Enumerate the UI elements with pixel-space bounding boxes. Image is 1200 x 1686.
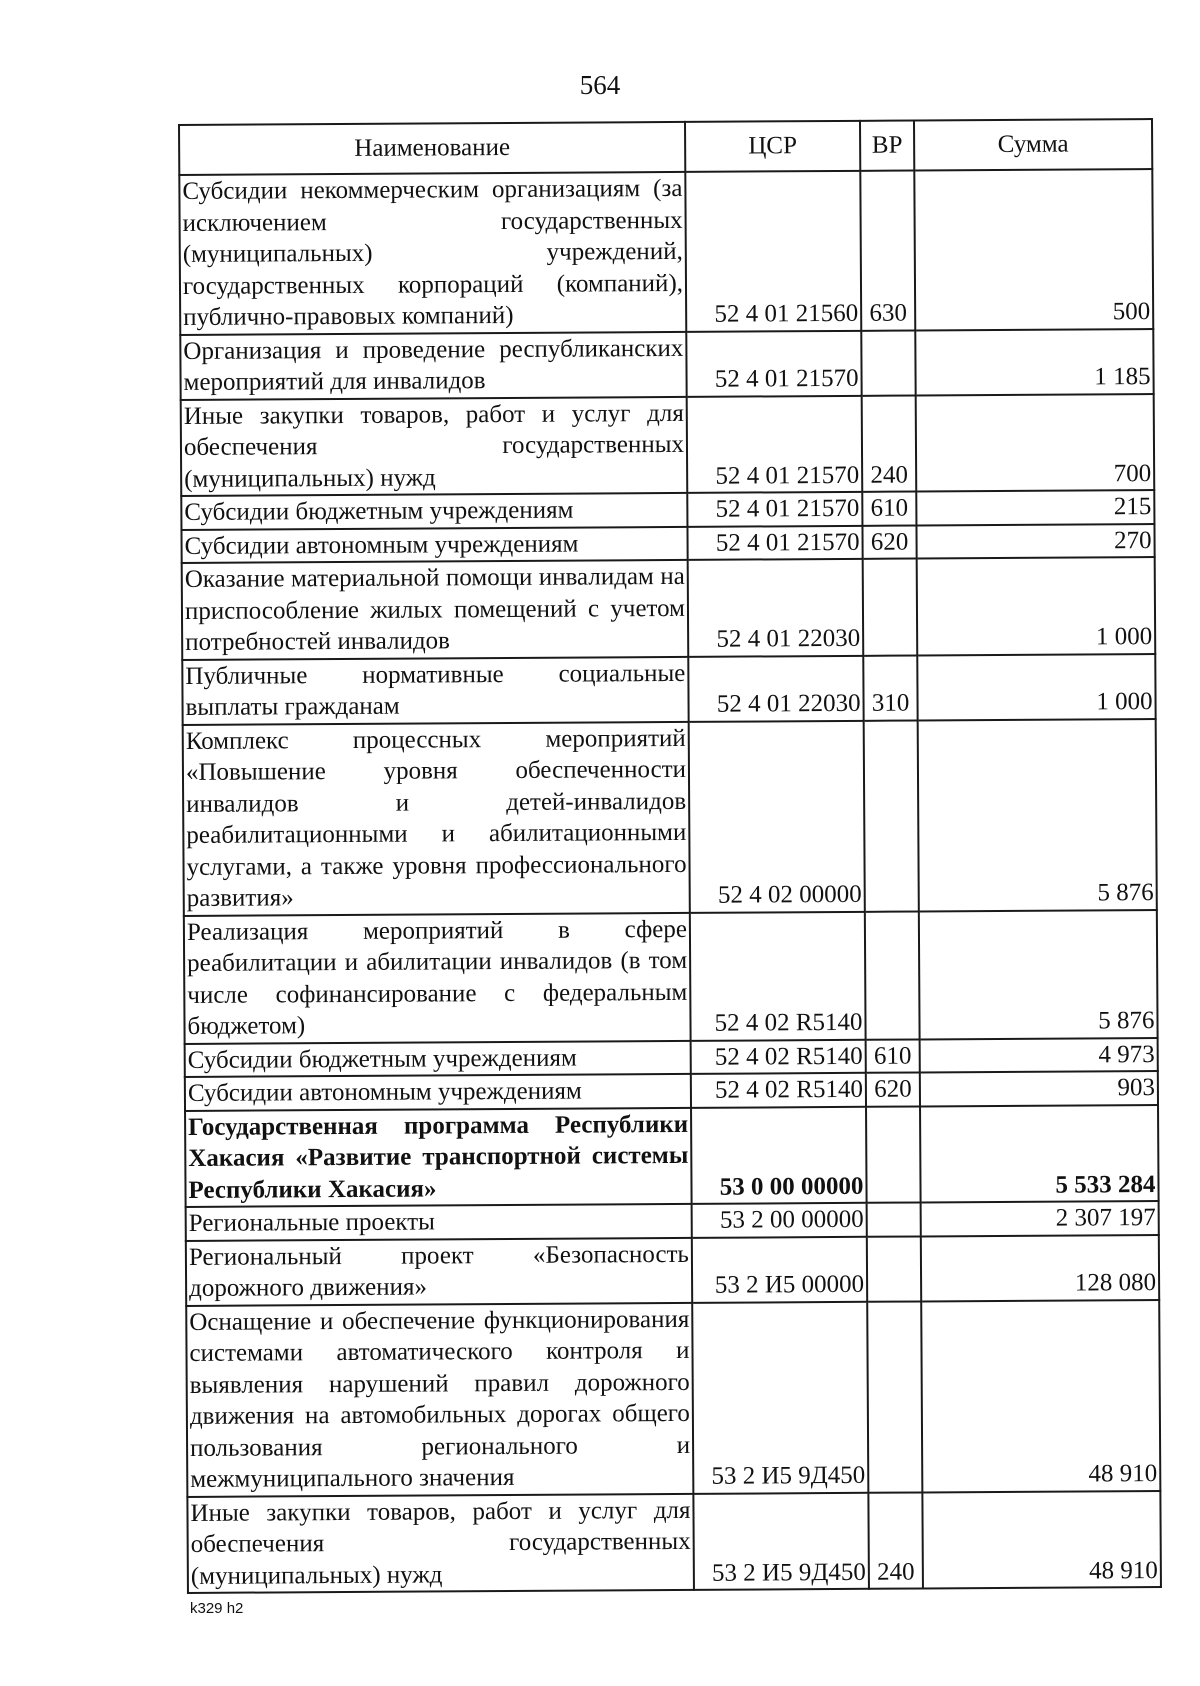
row-csr-cell: 52 4 01 22030: [688, 559, 864, 657]
header-csr: ЦСР: [685, 121, 860, 172]
row-vr-cell: [864, 720, 919, 911]
row-vr-cell: [867, 1301, 922, 1492]
table-row: [185, 1105, 1159, 1207]
row-vr-cell: 610: [862, 491, 916, 525]
row-sum-cell: 1 185: [915, 329, 1153, 395]
row-sum-cell: 500: [914, 169, 1153, 330]
row-sum-cell: 48 910: [922, 1491, 1161, 1589]
row-csr-cell: 52 4 02 R5140: [690, 911, 866, 1040]
budget-table: [178, 118, 1162, 1594]
row-csr-cell: 53 2 00 00000: [692, 1203, 867, 1238]
row-csr-cell: 53 0 00 00000: [691, 1106, 867, 1204]
row-vr-cell: [863, 558, 918, 655]
row-csr-cell: 52 4 02 R5140: [691, 1073, 866, 1108]
footer-code: k329 h2: [190, 1600, 244, 1617]
row-sum-cell: 700: [916, 394, 1155, 492]
row-sum-cell: 4 973: [920, 1038, 1158, 1073]
table-row: [187, 1491, 1161, 1593]
row-csr-cell: 52 4 01 21560: [685, 171, 861, 332]
header-sum: Сумма: [914, 119, 1152, 170]
row-name-cell: Организация и проведение республиканских мероприятий для инвалидов: [180, 331, 686, 399]
row-vr-cell: 620: [866, 1072, 920, 1106]
table-body: [179, 169, 1161, 1593]
row-vr-cell: [865, 911, 920, 1039]
row-csr-cell: 52 4 01 21570: [686, 330, 861, 396]
table-row: [180, 329, 1153, 400]
row-sum-cell: 903: [920, 1071, 1158, 1106]
row-sum-cell: 5 876: [919, 910, 1158, 1039]
page-number: 564: [579, 70, 621, 100]
table-row: [182, 557, 1156, 659]
header-name: Наименование: [179, 122, 685, 175]
row-name-cell: Иные закупки товаров, работ и услуг для обеспечения государственных (муниципальных) нужд: [187, 1493, 694, 1593]
row-name-cell: Оснащение и обеспечение функционирования системами автоматического контроля и выявления нарушений правил дорожного движения на автомобильных дорогах общего пользования регионального и межмуниципального значения: [186, 1302, 693, 1496]
row-name-cell: Оказание материальной помощи инвалидам на приспособление жилых помещений с учетом потребностей инвалидов: [182, 560, 689, 660]
row-name-cell: Региональный проект «Безопасность дорожного движения»: [186, 1237, 692, 1305]
row-sum-cell: 1 000: [917, 557, 1156, 655]
row-sum-cell: 128 080: [921, 1235, 1159, 1301]
row-vr-cell: 240: [868, 1492, 923, 1589]
row-vr-cell: [861, 330, 915, 395]
row-vr-cell: 620: [862, 525, 916, 559]
row-vr-cell: 240: [862, 395, 917, 492]
row-csr-cell: 52 4 02 00000: [689, 720, 865, 912]
row-sum-cell: 2 307 197: [921, 1201, 1159, 1236]
row-name-cell: Государственная программа Республики Хакасия «Развитие транспортной системы Республики Хакасия»: [185, 1107, 692, 1207]
table-header-row: [179, 119, 1152, 175]
row-csr-cell: 52 4 01 21570: [687, 395, 863, 493]
row-sum-cell: 215: [916, 490, 1154, 525]
table-row: [183, 719, 1157, 916]
row-vr-cell: 610: [866, 1039, 920, 1073]
row-name-cell: Субсидии бюджетным учреждениям: [181, 493, 687, 530]
row-sum-cell: 5 533 284: [920, 1105, 1159, 1203]
header-vr: ВР: [860, 121, 914, 171]
row-vr-cell: 310: [863, 655, 917, 720]
row-csr-cell: 52 4 01 22030: [688, 655, 863, 721]
table-row: [186, 1235, 1159, 1306]
table-row: [184, 910, 1158, 1044]
row-vr-cell: 630: [860, 171, 915, 331]
row-csr-cell: 53 2 И5 00000: [692, 1236, 867, 1302]
row-vr-cell: [866, 1106, 921, 1203]
row-name-cell: Региональные проекты: [186, 1204, 692, 1241]
row-name-cell: Субсидии бюджетным учреждениям: [185, 1040, 691, 1077]
row-name-cell: Комплекс процессных мероприятий «Повышение уровня обеспеченности инвалидов и детей-инвалидов реабилитационными и абилитационными услугами, а также уровня профессионального развития»: [183, 721, 690, 915]
row-csr-cell: 53 2 И5 9Д450: [693, 1492, 869, 1590]
table-row: [181, 394, 1155, 496]
row-name-cell: Субсидии автономным учреждениям: [181, 526, 687, 563]
row-csr-cell: 52 4 01 21570: [687, 525, 862, 560]
row-sum-cell: 48 910: [921, 1300, 1160, 1492]
row-csr-cell: 53 2 И5 9Д450: [692, 1301, 868, 1493]
row-name-cell: Публичные нормативные социальные выплаты гражданам: [182, 656, 688, 724]
row-name-cell: Реализация мероприятий в сфере реабилитации и абилитации инвалидов (в том числе софинансирование с федеральным бюджетом): [184, 912, 691, 1043]
row-csr-cell: 52 4 01 21570: [687, 492, 862, 527]
table-row: [186, 1300, 1160, 1497]
row-name-cell: Иные закупки товаров, работ и услуг для обеспечения государственных (муниципальных) нужд: [181, 396, 688, 496]
row-name-cell: Субсидии автономным учреждениям: [185, 1074, 691, 1111]
row-csr-cell: 52 4 02 R5140: [691, 1039, 866, 1074]
row-vr-cell: [867, 1236, 921, 1301]
table-row: [182, 654, 1155, 725]
row-name-cell: Субсидии некоммерческим организациям (за исключением государственных (муниципальных) учреждений, государственных корпораций (компаний), публично-правовых компаний): [179, 172, 686, 335]
row-sum-cell: 1 000: [917, 654, 1155, 720]
row-sum-cell: 270: [916, 524, 1154, 559]
table-row: [179, 169, 1153, 334]
row-vr-cell: [867, 1202, 921, 1236]
row-sum-cell: 5 876: [918, 719, 1157, 911]
